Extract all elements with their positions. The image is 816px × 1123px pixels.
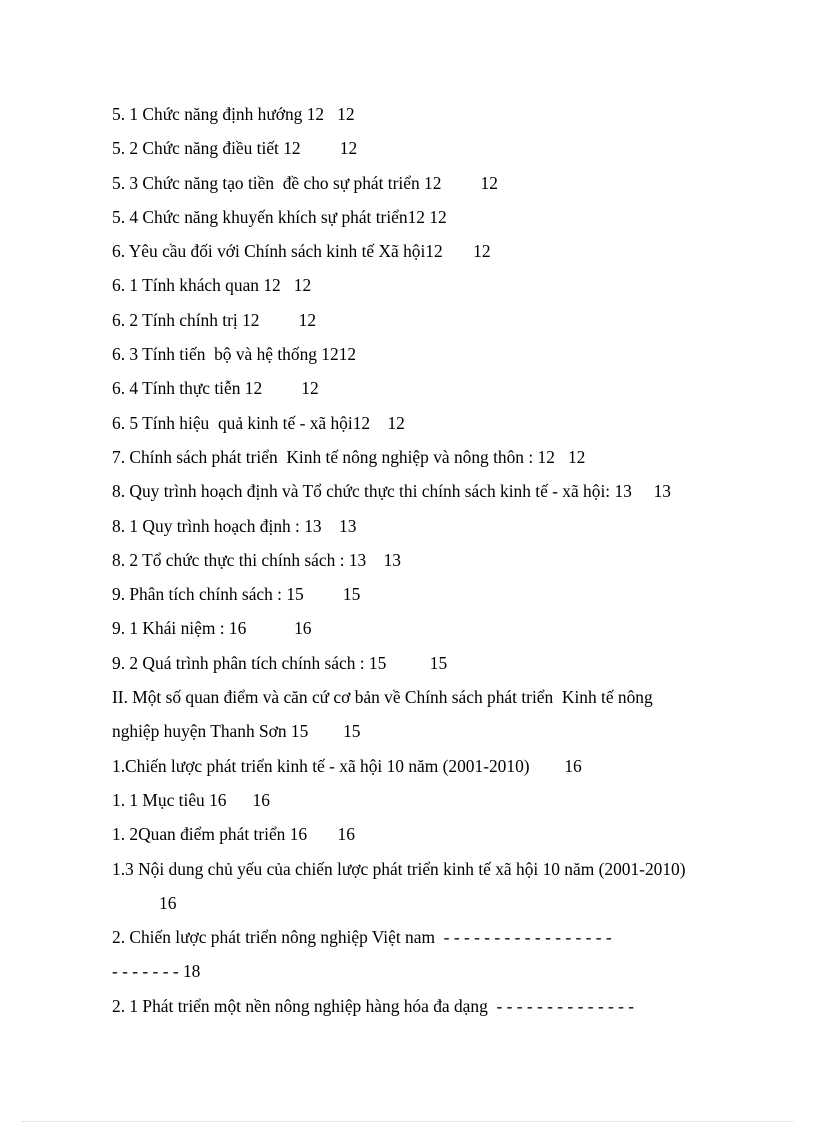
toc-entry: 8. Quy trình hoạch định và Tổ chức thực thi chính sách kinh tế - xã hội: 13 13 [112, 481, 671, 502]
toc-entry: 8. 2 Tổ chức thực thi chính sách : 13 13 [112, 549, 402, 570]
page-bottom-divider [22, 1121, 794, 1122]
toc-entry: 5. 2 Chức năng điều tiết 12 12 [112, 138, 358, 159]
toc-entry: 9. Phân tích chính sách : 15 15 [112, 584, 361, 605]
toc-entry: II. Một số quan điểm và căn cứ cơ bản về Chính sách phát triển Kinh tế nông [112, 687, 653, 708]
toc-entry: 5. 1 Chức năng định hướng 12 12 [112, 104, 355, 124]
toc-entry: 9. 1 Khái niệm : 16 16 [112, 618, 312, 639]
toc-entry: 6. 4 Tính thực tiễn 12 12 [112, 378, 319, 399]
toc-entry: 5. 4 Chức năng khuyến khích sự phát triển12 12 [112, 206, 447, 227]
toc-page-number: 16 [159, 892, 177, 913]
toc-entry: 6. 5 Tính hiệu quả kinh tế - xã hội12 12 [112, 412, 405, 433]
toc-entry: 7. Chính sách phát triển Kinh tế nông nghiệp và nông thôn : 12 12 [112, 446, 586, 467]
toc-entry: 5. 3 Chức năng tạo tiền đề cho sự phát triển 12 12 [112, 172, 498, 193]
toc-entry: 1. 2Quan điểm phát triển 16 16 [112, 824, 355, 845]
table-of-contents [112, 99, 752, 1025]
toc-entry: 6. 1 Tính khách quan 12 12 [112, 275, 312, 296]
toc-entry: 1. 1 Mục tiêu 16 16 [112, 789, 270, 810]
toc-entry: 2. Chiến lược phát triển nông nghiệp Việt nam - - - - - - - - - - - - - - - - - [112, 927, 612, 948]
toc-entry: 2. 1 Phát triển một nền nông nghiệp hàng hóa đa dạng - - - - - - - - - - - - - - [112, 995, 635, 1016]
toc-entry-continuation: nghiệp huyện Thanh Sơn 15 15 [112, 721, 361, 742]
toc-entry: 6. Yêu cầu đối với Chính sách kinh tế Xã hội12 12 [112, 241, 491, 262]
toc-entry: 1.3 Nội dung chủ yếu của chiến lược phát triển kinh tế xã hội 10 năm (2001-2010) [112, 858, 686, 879]
toc-entry: 9. 2 Quá trình phân tích chính sách : 15 15 [112, 652, 448, 673]
toc-entry: 6. 3 Tính tiến bộ và hệ thống 1212 [112, 344, 357, 365]
toc-entry-continuation: - - - - - - - 18 [112, 961, 201, 982]
toc-entry: 6. 2 Tính chính trị 12 12 [112, 309, 317, 330]
toc-entry: 8. 1 Quy trình hoạch định : 13 13 [112, 515, 357, 536]
toc-entry: 1.Chiến lược phát triển kinh tế - xã hội 10 năm (2001-2010) 16 [112, 755, 582, 776]
